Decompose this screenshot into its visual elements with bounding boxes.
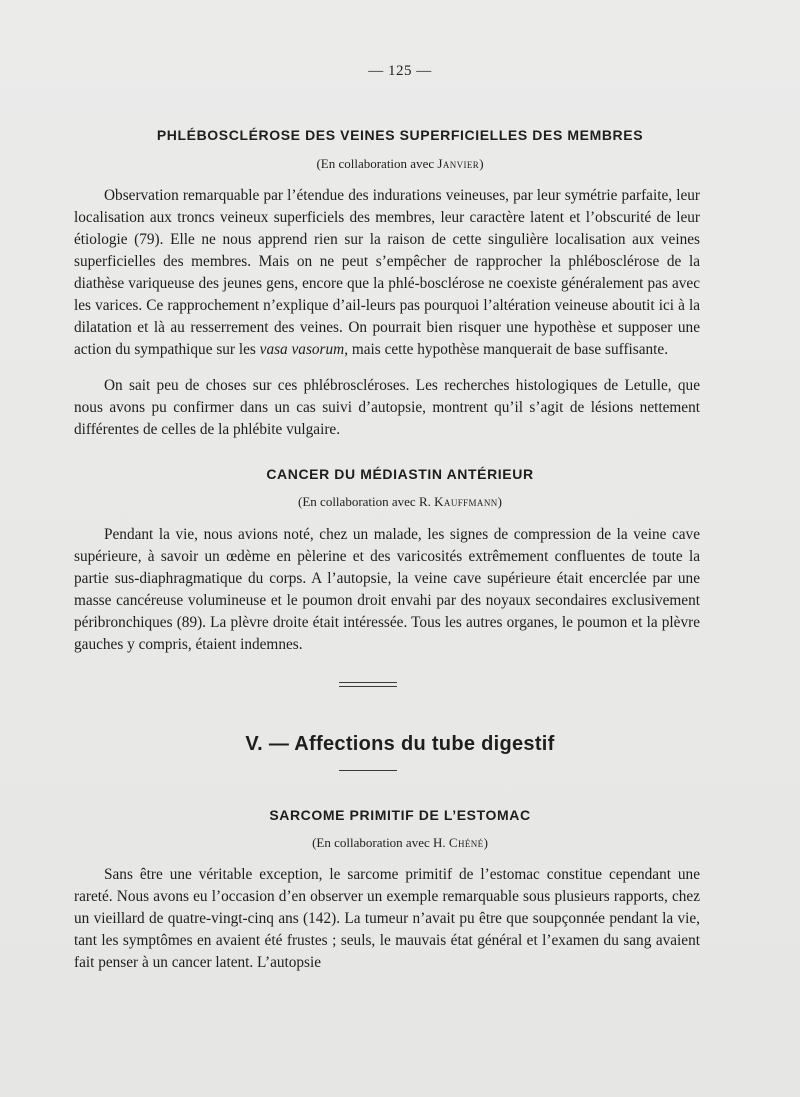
- collab-suffix: ): [497, 494, 502, 509]
- section-title-phlebosclerose: PHLÉBOSCLÉROSE DES VEINES SUPERFICIELLES DES MEMBRES: [156, 127, 644, 143]
- chapter-title: V. — Affections du tube digestif: [245, 733, 555, 755]
- paragraph: Pendant la vie, nous avions noté, chez un malade, les signes de compression de la veine cave supérieure, à savoir un œdème en pèlerine et des varicosités extrêmement confluentes de toute la partie sus-diaphragmatique du corps. A l’autopsie, la veine cave supérieure était encerclée par une masse cancéreuse volumineuse et le poumon droit envahi par des noyaux secondaires exclusivement péribronchiques (89). La plèvre droite était intéressée. Tous les autres organes, le poumon et la plèvre gauches y compris, étaient indemnes.: [74, 526, 700, 653]
- chapter-divider: [339, 770, 397, 771]
- collab-name: Kauffmann: [434, 494, 498, 509]
- collab-prefix: (En collaboration avec R.: [298, 494, 435, 509]
- section-divider: [339, 682, 397, 687]
- section-title-cancer: CANCER DU MÉDIASTIN ANTÉRIEUR: [266, 466, 534, 482]
- collab-suffix: ): [479, 156, 484, 171]
- page-number: — 125 —: [368, 63, 432, 79]
- paragraph: Sans être une véritable exception, le sarcome primitif de l’estomac constitue cependant une rareté. Nous avons eu l’occasion d’en observer un exemple remarquable sous plusieurs rapports, chez un vieillard de quatre-vingt-cinq ans (142). La tumeur n’avait pu être que soupçonnée pendant la vie, tant les symptômes en avaient été frustes ; seuls, le mauvais état général et l’examen du sang avaient fait penser à un cancer latent. L’autopsie: [74, 866, 700, 971]
- collab-prefix: (En collaboration avec: [316, 156, 438, 171]
- collab-name: Janvier: [437, 156, 480, 171]
- collab-suffix: ): [483, 835, 488, 850]
- collaboration-line: [0, 494, 800, 510]
- section-title-sarcome: SARCOME PRIMITIF DE L’ESTOMAC: [269, 807, 531, 823]
- collaboration-line: [0, 835, 800, 851]
- collab-name: Chéné: [448, 835, 484, 850]
- paragraph-text: Observation remarquable par l’étendue des indurations veineuses, par leur symétrie parfaite, leur localisation aux troncs veineux superficiels des membres, leur caractère latent et l’obscurité de leur étiologie (79). Elle ne nous apprend rien sur la raison de cette singulière localisation aux veines superficielles des membres. Mais on ne peut s’empêcher de rapprocher la phlébosclérose de la diathèse variqueuse des jeunes gens, encore que la phlé-bosclérose ne coexiste généralement pas avec les varices. Ce rapprochement n’explique d’ail-leurs pas pourquoi l’altération veineuse aboutit ici à la dilatation et là au resserrement des veines. On pourrait bien risquer une hypothèse et supposer une action du sympathique sur les: [74, 187, 700, 358]
- paragraph: [74, 185, 700, 361]
- paragraph: On sait peu de choses sur ces phlébroscléroses. Les recherches histologiques de Letulle, que nous avons pu confirmer dans un cas suivi d’autopsie, montrent qu’il s’agit de lésions nettement différentes de celles de la phlébite vulgaire.: [74, 377, 700, 438]
- paragraph-text-end: , mais cette hypothèse manquerait de base suffisante.: [344, 341, 669, 358]
- collaboration-line: [0, 156, 800, 172]
- italic-term: vasa vasorum: [259, 341, 345, 358]
- collab-prefix: (En collaboration avec H.: [312, 835, 449, 850]
